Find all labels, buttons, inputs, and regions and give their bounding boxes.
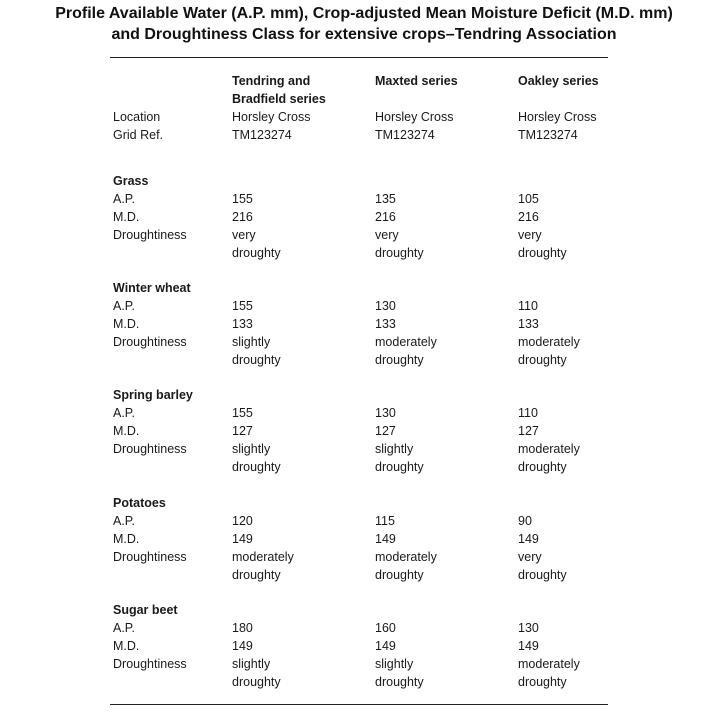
droughtiness-value: moderately xyxy=(375,550,437,564)
ap-value: 155 xyxy=(232,192,253,206)
droughtiness-value: slightly xyxy=(232,442,271,456)
droughtiness-value: moderately xyxy=(375,335,437,349)
md-value: 216 xyxy=(518,210,539,224)
droughtiness-cont-value: droughty xyxy=(375,568,424,582)
ap-value: 130 xyxy=(518,621,539,635)
ap-value: 90 xyxy=(518,514,532,528)
md-label: M.D. xyxy=(113,210,140,224)
ap-value: 105 xyxy=(518,192,539,206)
droughtiness-cont-value: droughty xyxy=(232,353,281,367)
grid-ref-value: TM123274 xyxy=(518,128,578,142)
md-label: M.D. xyxy=(113,424,140,438)
page-title xyxy=(0,3,728,45)
md-value: 127 xyxy=(232,424,253,438)
droughtiness-label: Droughtiness xyxy=(113,657,187,671)
md-value: 149 xyxy=(375,532,396,546)
ap-value: 135 xyxy=(375,192,396,206)
md-label: M.D. xyxy=(113,532,140,546)
md-value: 149 xyxy=(518,532,539,546)
droughtiness-value: very xyxy=(232,228,256,242)
grid-ref-value: TM123274 xyxy=(232,128,292,142)
droughtiness-label: Droughtiness xyxy=(113,335,187,349)
droughtiness-cont-value: droughty xyxy=(518,568,567,582)
md-value: 133 xyxy=(375,317,396,331)
ap-value: 160 xyxy=(375,621,396,635)
title-line-2: and Droughtiness Class for extensive crops–Tendring Association xyxy=(111,26,617,43)
md-label: M.D. xyxy=(113,317,140,331)
ap-value: 130 xyxy=(375,299,396,313)
crop-section-title: Grass xyxy=(113,174,149,188)
droughtiness-label: Droughtiness xyxy=(113,442,187,456)
droughtiness-value: very xyxy=(518,550,542,564)
grid-ref-label: Grid Ref. xyxy=(113,128,164,142)
droughtiness-value: moderately xyxy=(518,657,580,671)
droughtiness-value: slightly xyxy=(232,657,271,671)
droughtiness-cont-value: droughty xyxy=(518,246,567,260)
location-label: Location xyxy=(113,110,161,124)
droughtiness-cont-value: droughty xyxy=(375,353,424,367)
droughtiness-cont-value: droughty xyxy=(232,460,281,474)
location-value: Horsley Cross xyxy=(518,110,597,124)
md-value: 133 xyxy=(232,317,253,331)
column-header-tendring-line2: Bradfield series xyxy=(232,92,326,106)
title-line-1: Profile Available Water (A.P. mm), Crop-adjusted Mean Moisture Deficit (M.D. mm) xyxy=(55,5,673,22)
droughtiness-label: Droughtiness xyxy=(113,228,187,242)
droughtiness-value: very xyxy=(375,228,399,242)
droughtiness-value: very xyxy=(518,228,542,242)
droughtiness-value: slightly xyxy=(375,657,414,671)
md-value: 149 xyxy=(232,639,253,653)
md-value: 127 xyxy=(518,424,539,438)
ap-label: A.P. xyxy=(113,514,136,528)
ap-label: A.P. xyxy=(113,406,136,420)
ap-value: 155 xyxy=(232,406,253,420)
ap-value: 130 xyxy=(375,406,396,420)
droughtiness-value: moderately xyxy=(232,550,294,564)
md-value: 149 xyxy=(232,532,253,546)
droughtiness-cont-value: droughty xyxy=(518,460,567,474)
ap-value: 180 xyxy=(232,621,253,635)
ap-value: 115 xyxy=(375,514,395,528)
location-value: Horsley Cross xyxy=(232,110,311,124)
crop-section-title: Potatoes xyxy=(113,496,166,510)
md-value: 149 xyxy=(375,639,396,653)
column-header-maxted: Maxted series xyxy=(375,74,458,88)
droughtiness-label: Droughtiness xyxy=(113,550,187,564)
column-header-oakley: Oakley series xyxy=(518,74,599,88)
md-value: 216 xyxy=(375,210,396,224)
ap-label: A.P. xyxy=(113,299,136,313)
top-rule xyxy=(110,57,608,58)
ap-value: 110 xyxy=(518,406,538,420)
droughtiness-value: slightly xyxy=(375,442,414,456)
droughtiness-cont-value: droughty xyxy=(375,460,424,474)
droughtiness-cont-value: droughty xyxy=(518,675,567,689)
ap-label: A.P. xyxy=(113,192,136,206)
grid-ref-value: TM123274 xyxy=(375,128,435,142)
md-value: 127 xyxy=(375,424,396,438)
droughtiness-cont-value: droughty xyxy=(375,675,424,689)
md-value: 216 xyxy=(232,210,253,224)
crop-section-title: Winter wheat xyxy=(113,281,191,295)
crop-section-title: Sugar beet xyxy=(113,603,178,617)
ap-label: A.P. xyxy=(113,621,136,635)
ap-value: 155 xyxy=(232,299,253,313)
ap-value: 110 xyxy=(518,299,538,313)
droughtiness-value: moderately xyxy=(518,442,580,456)
column-header-tendring-line1: Tendring and xyxy=(232,74,311,88)
droughtiness-cont-value: droughty xyxy=(232,675,281,689)
bottom-rule xyxy=(110,704,608,705)
droughtiness-cont-value: droughty xyxy=(232,568,281,582)
md-value: 149 xyxy=(518,639,539,653)
droughtiness-cont-value: droughty xyxy=(375,246,424,260)
md-value: 133 xyxy=(518,317,539,331)
droughtiness-value: moderately xyxy=(518,335,580,349)
crop-section-title: Spring barley xyxy=(113,388,193,402)
droughtiness-cont-value: droughty xyxy=(518,353,567,367)
ap-value: 120 xyxy=(232,514,253,528)
location-value: Horsley Cross xyxy=(375,110,454,124)
droughtiness-value: slightly xyxy=(232,335,271,349)
md-label: M.D. xyxy=(113,639,140,653)
droughtiness-cont-value: droughty xyxy=(232,246,281,260)
